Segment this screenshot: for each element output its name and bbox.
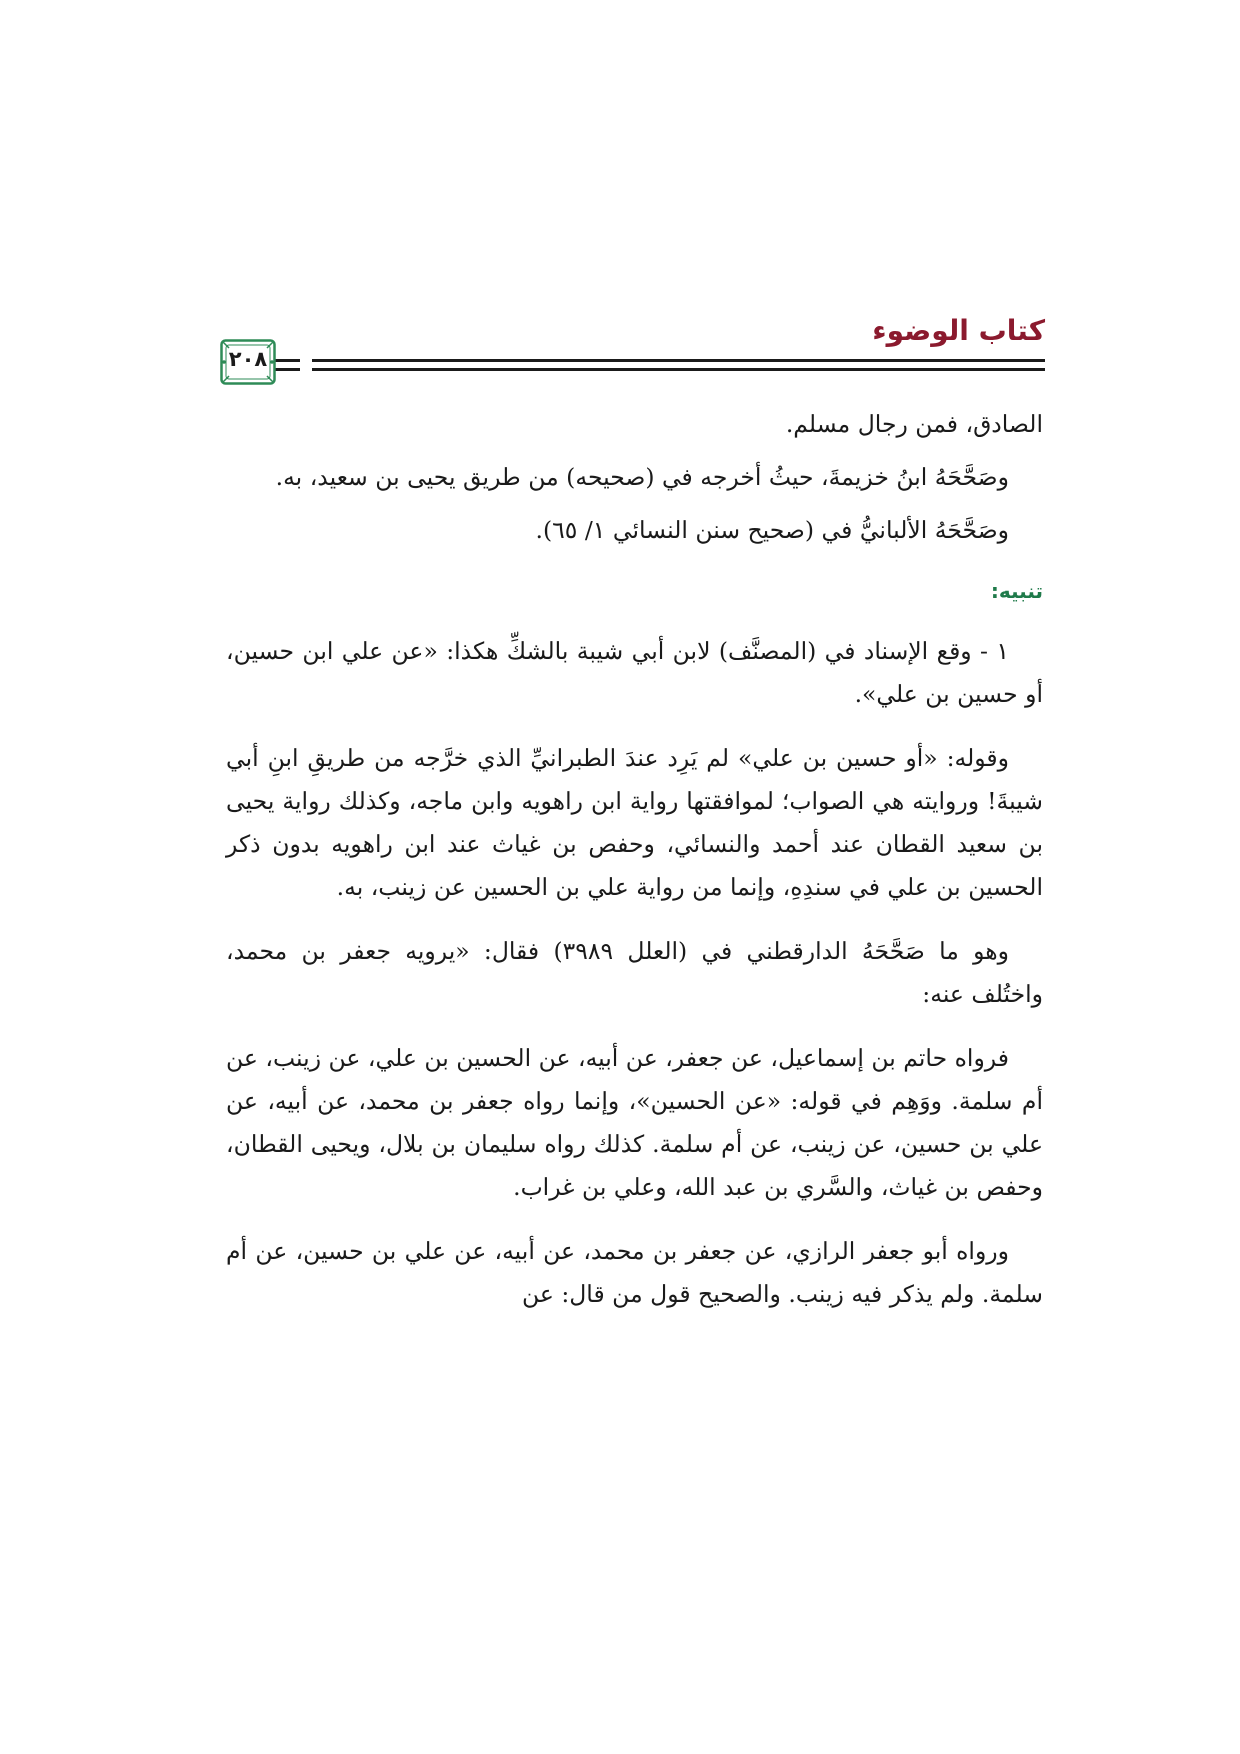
- page-body: [226, 403, 1043, 1337]
- paragraph: وصَحَّحَهُ ابنُ خزيمةَ، حيثُ أخرجه في (صحيحه) من طريق يحيى بن سعيد، به.: [275, 463, 1009, 491]
- paragraph: وصَحَّحَهُ الألبانيُّ في (صحيح سنن النسائي ١/ ٦٥).: [535, 516, 1009, 544]
- note-heading: تنبيه:: [990, 579, 1043, 603]
- book-title: كتاب الوضوء: [872, 314, 1045, 347]
- paragraph: وهو ما صَحَّحَهُ الدارقطني في (العلل ٣٩٨٩) فقال: «يرويه جعفر بن محمد، واختُلف عنه:: [226, 937, 1043, 1008]
- page-header: [200, 312, 1045, 392]
- paragraph: فرواه حاتم بن إسماعيل، عن جعفر، عن أبيه، عن الحسين بن علي، عن زينب، عن أم سلمة. ووَهِم في قوله: «عن الحسين»، وإنما رواه جعفر بن محمد، عن أبيه، عن علي بن حسين، عن زينب، عن أم سلمة. كذلك رواه سليمان بن بلال، ويحيى القطان، وحفص بن غياث، والسَّري بن عبد الله، وعلي بن غراب.: [226, 1044, 1043, 1201]
- page-number-badge: [220, 339, 276, 385]
- paragraph: ورواه أبو جعفر الرازي، عن جعفر بن محمد، عن أبيه، عن علي بن حسين، عن أم سلمة. ولم يذكر فيه زينب. والصحيح قول من قال: عن: [226, 1237, 1043, 1308]
- header-rule-bottom: [312, 368, 1045, 371]
- header-rule-top: [312, 359, 1045, 362]
- page-number: ٢٠٨: [228, 347, 268, 371]
- paragraph: وقوله: «أو حسين بن علي» لم يَرِد عندَ الطبرانيِّ الذي خرَّجه من طريقِ ابنِ أبي شيبةَ! وروايته هي الصواب؛ لموافقتها رواية ابن راهويه وابن ماجه، وكذلك رواية يحيى بن سعيد القطان عند أحمد والنسائي، وحفص بن غياث عند ابن راهويه بدون ذكر الحسين بن علي في سندِهِ، وإنما من رواية علي بن الحسين عن زينب، به.: [226, 744, 1043, 901]
- paragraph: ١ - وقع الإسناد في (المصنَّف) لابن أبي شيبة بالشكِّ هكذا: «عن علي ابن حسين، أو حسين بن علي».: [226, 637, 1043, 708]
- paragraph: الصادق، فمن رجال مسلم.: [785, 410, 1043, 438]
